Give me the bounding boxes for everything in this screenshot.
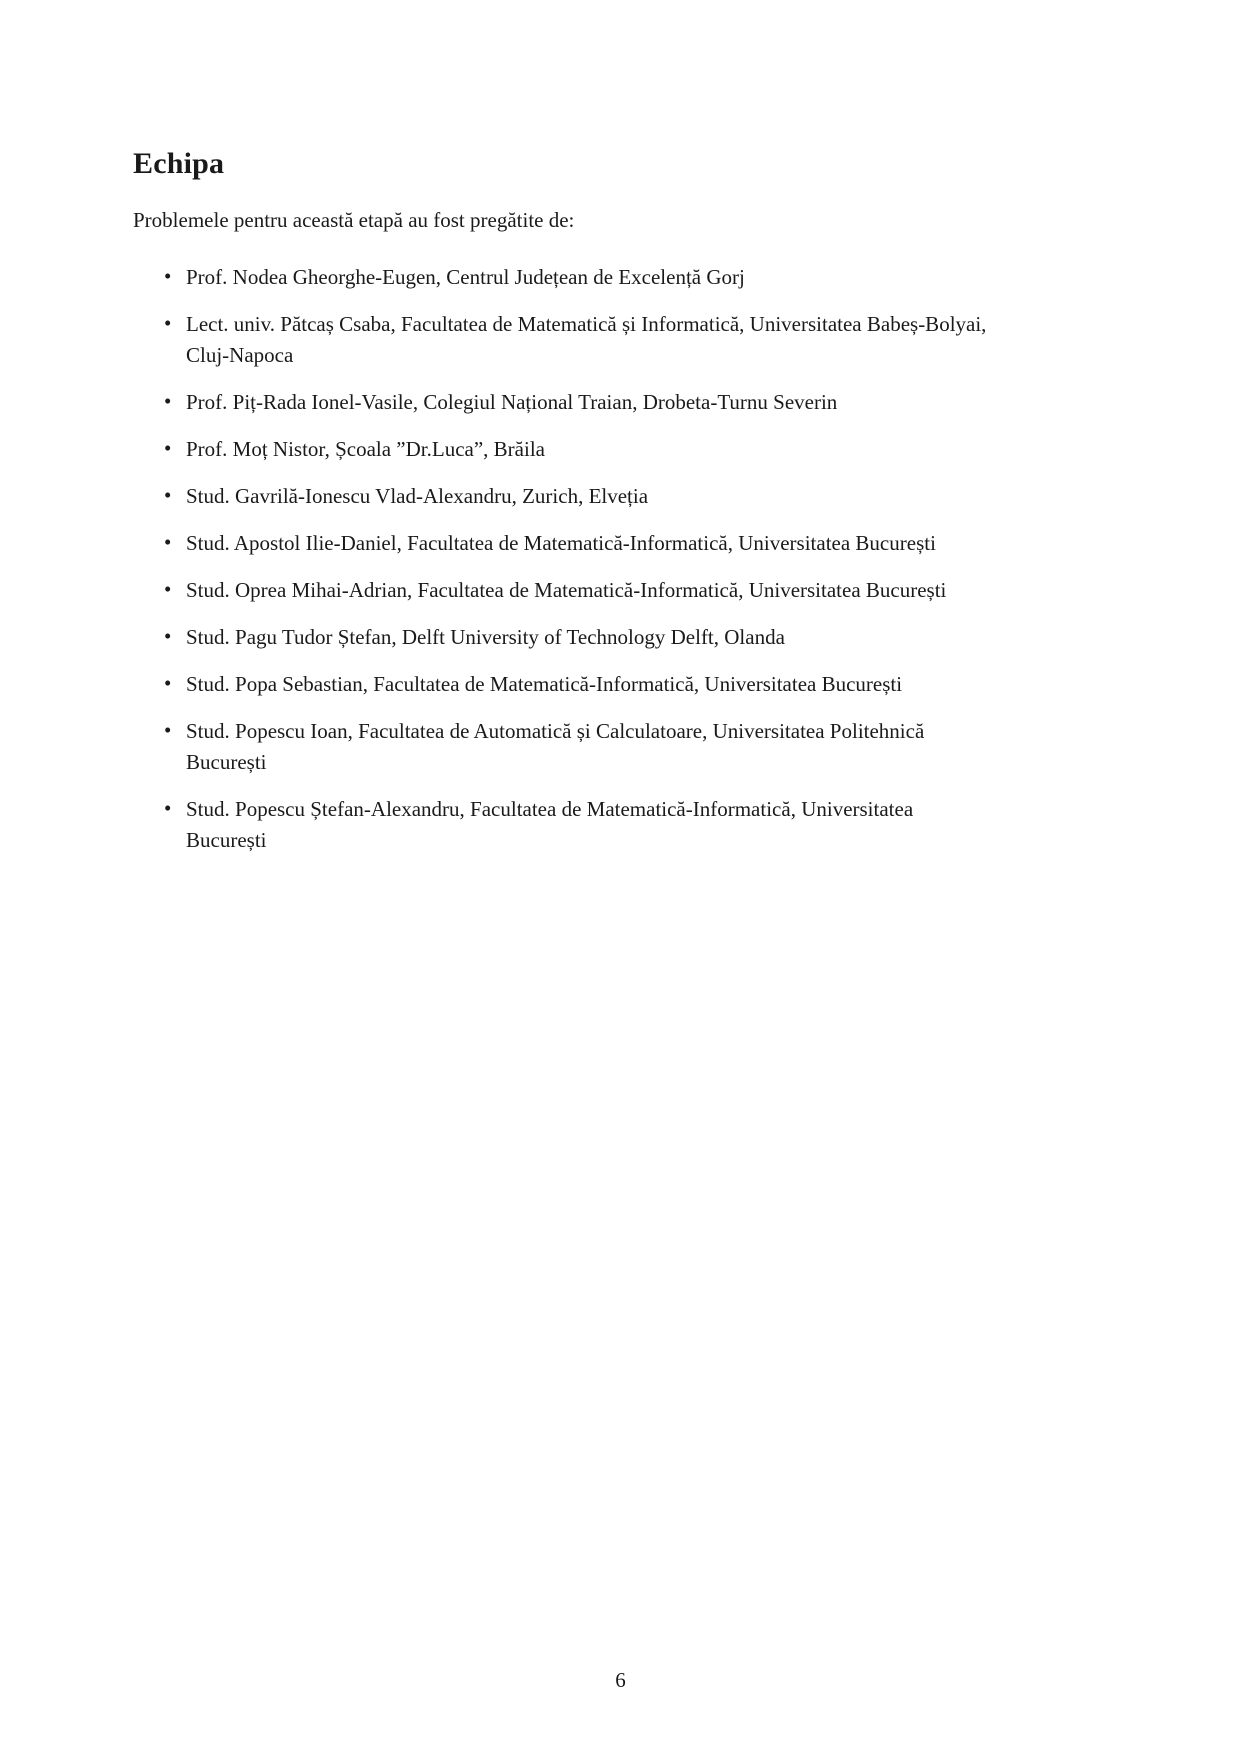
team-member-text: Stud. Popa Sebastian, Facultatea de Matematică-Informatică, Universitatea București	[186, 672, 903, 696]
bullet-icon: •	[164, 264, 172, 288]
list-item	[133, 262, 993, 293]
list-item	[133, 434, 993, 465]
team-member-text: Stud. Apostol Ilie-Daniel, Facultatea de Matematică-Informatică, Universitatea București	[186, 531, 936, 555]
team-member-text: Stud. Popescu Ștefan-Alexandru, Facultatea de Matematică-Informatică, Universitatea București	[186, 797, 914, 852]
team-member-text: Prof. Nodea Gheorghe-Eugen, Centrul Județean de Excelență Gorj	[186, 265, 745, 289]
list-item	[133, 528, 993, 559]
list-item	[133, 669, 993, 700]
intro-paragraph: Problemele pentru această etapă au fost pregătite de:	[133, 208, 575, 232]
bullet-icon: •	[164, 436, 172, 460]
page-content	[133, 148, 993, 872]
list-item	[133, 794, 993, 856]
list-item	[133, 309, 993, 371]
list-item	[133, 622, 993, 653]
page-number: 6	[615, 1668, 626, 1692]
team-member-text: Stud. Oprea Mihai-Adrian, Facultatea de Matematică-Informatică, Universitatea București	[186, 578, 947, 602]
list-item	[133, 716, 993, 778]
team-member-text: Stud. Popescu Ioan, Facultatea de Automatică și Calculatoare, Universitatea Politehnică București	[186, 719, 925, 774]
team-member-text: Stud. Gavrilă-Ionescu Vlad-Alexandru, Zurich, Elveția	[186, 484, 649, 508]
bullet-icon: •	[164, 671, 172, 695]
team-member-text: Prof. Piț-Rada Ionel-Vasile, Colegiul Național Traian, Drobeta-Turnu Severin	[186, 390, 838, 414]
team-list	[133, 262, 993, 856]
bullet-icon: •	[164, 577, 172, 601]
bullet-icon: •	[164, 311, 172, 335]
list-item	[133, 575, 993, 606]
team-member-text: Lect. univ. Pătcaș Csaba, Facultatea de Matematică și Informatică, Universitatea Babeș-Bolyai, Cluj-Napoca	[186, 312, 987, 367]
bullet-icon: •	[164, 530, 172, 554]
list-item	[133, 387, 993, 418]
list-item	[133, 481, 993, 512]
team-member-text: Prof. Moț Nistor, Școala ”Dr.Luca”, Brăila	[186, 437, 545, 461]
bullet-icon: •	[164, 796, 172, 820]
bullet-icon: •	[164, 718, 172, 742]
bullet-icon: •	[164, 624, 172, 648]
bullet-icon: •	[164, 483, 172, 507]
bullet-icon: •	[164, 389, 172, 413]
team-member-text: Stud. Pagu Tudor Ștefan, Delft University of Technology Delft, Olanda	[186, 625, 785, 649]
section-heading: Echipa	[133, 147, 225, 180]
